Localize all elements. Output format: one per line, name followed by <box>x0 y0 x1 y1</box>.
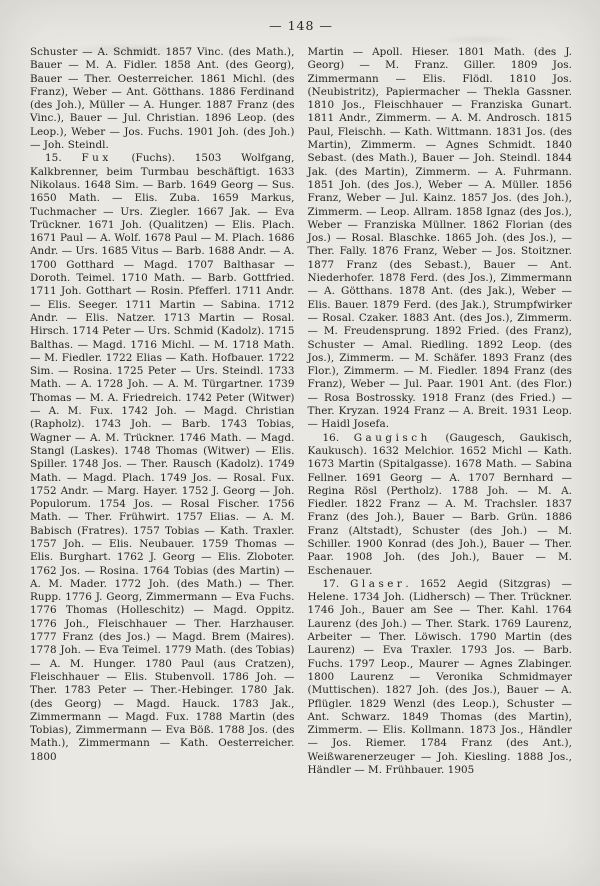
entry-15 <box>30 152 295 764</box>
entry-16 <box>308 432 573 578</box>
entry-surname: Glaser <box>350 577 406 590</box>
paragraph-text: Martin — Apoll. Hieser. 1801 Math. (des J. Georg) — M. Franz. Giller. 1809 Jos. Zimmermann — Elis. Flödl. 1810 Jos. (Neubistritz), Papiermacher — Thekla Gassner. 1810 Jos., Fleischhauer — Franziska Gunart. 1811 Andr., Zimmerm. — A. M. Androsch. 1815 Paul, Fleischh. — Kath. Wittmann. 1831 Jos. (des Martin), Zimmerm. — Agnes Schmidt. 1840 Sebast. (des Math.), Bauer — Joh. Steindl. 1844 Jak. (des Martin), Zimmerm. — A. Fuhrmann. 1851 Joh. (des Jos.), Weber — A. Müller. 1856 Franz, Weber — Jul. Kainz. 1857 Jos. (des Joh.), Zimmerm. — Leop. Allram. 1858 Ignaz (des Jos.), Weber — Franziska Müllner. 1862 Florian (des Jos.) — Rosal. Blaschke. 1865 Joh. (des Jos.), — Ther. Fally. 1876 Franz, Weber — Jos. Stoitzner. 1877 Franz (des Sebast.), Bauer — Ant. Niederhofer. 1878 Ferd. (des Jos.), Zimmermann — A. Götthans. 1878 Ant. (des Jak.), Weber — Elis. Bauer. 1879 Ferd. (des Jak.), Strumpfwirker — Rosal. Czaker. 1883 Ant. (des Jos.), Zimmerm. — M. Freudensprung. 1892 Fried. (des Franz), Schuster — Amal. Riedling. 1892 Leop. (des Jos.), Zimmerm. — M. Schäfer. 1893 Franz (des Flor.), Zimmerm. — M. Fiedler. 1894 Franz (des Franz), Weber — Jul. Paar. 1901 Ant. (des Flor.) — Rosa Bostrossky. 1918 Franz (des Fried.) — Ther. Kryzan. 1924 Franz — A. Breit. 1931 Leop. — Haidl Josefa. <box>307 46 572 431</box>
entry-number: 17. <box>322 577 351 590</box>
text-columns <box>30 46 572 777</box>
paragraph-text: Schuster — A. Schmidt. 1857 Vinc. (des Math.), Bauer — M. A. Fidler. 1858 Ant. (des Georg), Bauer — Ther. Oesterreicher. 1861 Michl. (des Franz), Weber — Ant. Götthans. 1886 Ferdinand (des Joh.), Müller — A. Hunger. 1887 Franz (des Vinc.), Bauer — Jul. Christian. 1896 Leop. (des Leop.), Weber — Jos. Fuchs. 1901 Joh. (des Joh.) — Joh. Steindl. <box>30 46 295 152</box>
left-column <box>30 46 295 777</box>
entry-15-continuation <box>308 46 573 432</box>
paragraph-text: . 1652 Aegid (Sitzgras) — Helene. 1734 Joh. (Lidhersch) — Ther. Trückner. 1746 Joh., Bauer am See — Ther. Kahl. 1764 Laurenz (des Joh.) — Ther. Stark. 1769 Laurenz, Arbeiter — Ther. Löwisch. 1790 Martin (des Laurenz) — Eva Traxler. 1793 Jos. — Barb. Fuchs. 1797 Leop., Maurer — Agnes Zlabinger. 1800 Laurenz — Veronika Schmidmayer (Muttischen). 1827 Joh. (des Jos.), Bauer — A. Pflügler. 1829 Wenzl (des Leop.), Schuster — Ant. Schwarz. 1849 Thomas (des Martin), Zimmerm. — Elis. Kollmann. 1873 Jos., Händler — Jos. Riemer. 1784 Franz (des Ant.), Weißwarenerzeuger — Joh. Kiesling. 1888 Jos., Händler — M. Frühbauer. 1905 <box>307 577 572 777</box>
paragraph-text: (Gaugesch, Gaukisch, Kaukusch). 1632 Melchior. 1652 Michl — Kath. 1673 Martin (Spitalgasse). 1678 Math. — Sabina Fellner. 1691 Georg — A. 1707 Bernhard — Regina Rösl (Pertholz). 1788 Joh. — M. A. Fiedler. 1822 Franz — A. M. Trachsler. 1837 Franz (des Joh.), Bauer — Barb. Grün. 1886 Franz (Altstadt), Schuster (des Joh.) — M. Schiller. 1900 Konrad (des Joh.), Bauer — Ther. Paar. 1908 Joh. (des Joh.), Bauer — M. Eschenauer. <box>307 431 572 577</box>
entry-number: 15. <box>45 152 82 165</box>
paragraph-text: (Fuchs). 1503 Wolfgang, Kalkbrenner, beim Turmbau beschäftigt. 1633 Nikolaus. 1648 Sim. — Barb. 1649 Georg — Sus. 1650 Math. — Elis. Zuba. 1659 Markus, Tuchmacher — Urs. Ziegler. 1667 Jak. — Eva Trückner. 1671 Joh. (Qualitzen) — Elis. Plach. 1671 Paul — A. Wolf. 1678 Paul — M. Plach. 1686 Andr. — Urs. 1685 Vitus — Barb. 1688 Andr. — A. 1700 Gotthard — Magd. 1707 Balthasar — Doroth. Teimel. 1710 Math. — Barb. Gottfried. 1711 Joh. Gotthart — Rosin. Pfefferl. 1711 Andr. — Elis. Seeger. 1711 Martin — Sabina. 1712 Andr. — Elis. Natzer. 1713 Martin — Rosal. Hirsch. 1714 Peter — Urs. Schmid (Kadolz). 1715 Balthas. — Magd. 1716 Michl. — M. 1718 Math. — M. Fiedler. 1722 Elias — Kath. Hofbauer. 1722 Sim. — Rosina. 1725 Peter — Urs. Steindl. 1733 Math. — A. 1728 Joh. — A. M. Türgartner. 1739 Thomas — M. A. Friedreich. 1742 Peter (Witwer) — A. M. Fux. 1742 Joh. — Magd. Christian (Rapholz). 1743 Joh. — Barb. 1743 Tobias, Wagner — A. M. Trückner. 1746 Math. — Magd. Stangl (Laskes). 1748 Thomas (Witwer) — Elis. Spiller. 1748 Jos. — Ther. Rausch (Kadolz). 1749 Math. — Magd. Plach. 1749 Jos. — Rosal. Fux. 1752 Andr. — Marg. Hayer. 1752 J. Georg — Joh. Populorum. 1754 Jos. — Rosal Fischer. 1756 Math. — Ther. Frühwirt. 1757 Elias. — A. M. Babisch (Fratres). 1757 Tobias — Kath. Traxler. 1757 Joh. — Elis. Neubauer. 1759 Thomas — Elis. Burghart. 1762 J. Georg — Elis. Zloboter. 1762 Jos. — Rosina. 1764 Tobias (des Martin) — A. M. Mader. 1772 Joh. (des Math.) — Ther. Rupp. 1776 J. Georg, Zimmermann — Eva Fuchs. 1776 Thomas (Holleschitz) — Magd. Oppitz. 1776 Joh., Fleischhauer — Ther. Harzhauser. 1777 Franz (des Jos.) — Magd. Brem (Maires). 1778 Joh. — Eva Teimel. 1779 Math. (des Tobias) — A. M. Hunger. 1780 Paul (aus Cratzen), Fleischhauer — Elis. Stubenvoll. 1786 Joh. — Ther. 1783 Peter — Ther.-Hebinger. 1780 Jak. (des Georg) — Magd. Hauck. 1783 Jak., Zimmermann — Magd. Fux. 1788 Martin (des Tobias), Zimmermann — Eva Böß. 1788 Jos. (des Math.), Zimmermann — Kath. Oesterreicher. 1800 <box>30 152 295 763</box>
page-number: — 148 — <box>269 18 333 33</box>
entry-17 <box>308 578 573 777</box>
entry-14-continuation <box>30 46 295 152</box>
entry-surname: Gaugisch <box>353 431 431 444</box>
entry-surname: Fux <box>81 152 112 165</box>
entry-number: 16. <box>322 431 354 444</box>
right-column <box>308 46 573 777</box>
